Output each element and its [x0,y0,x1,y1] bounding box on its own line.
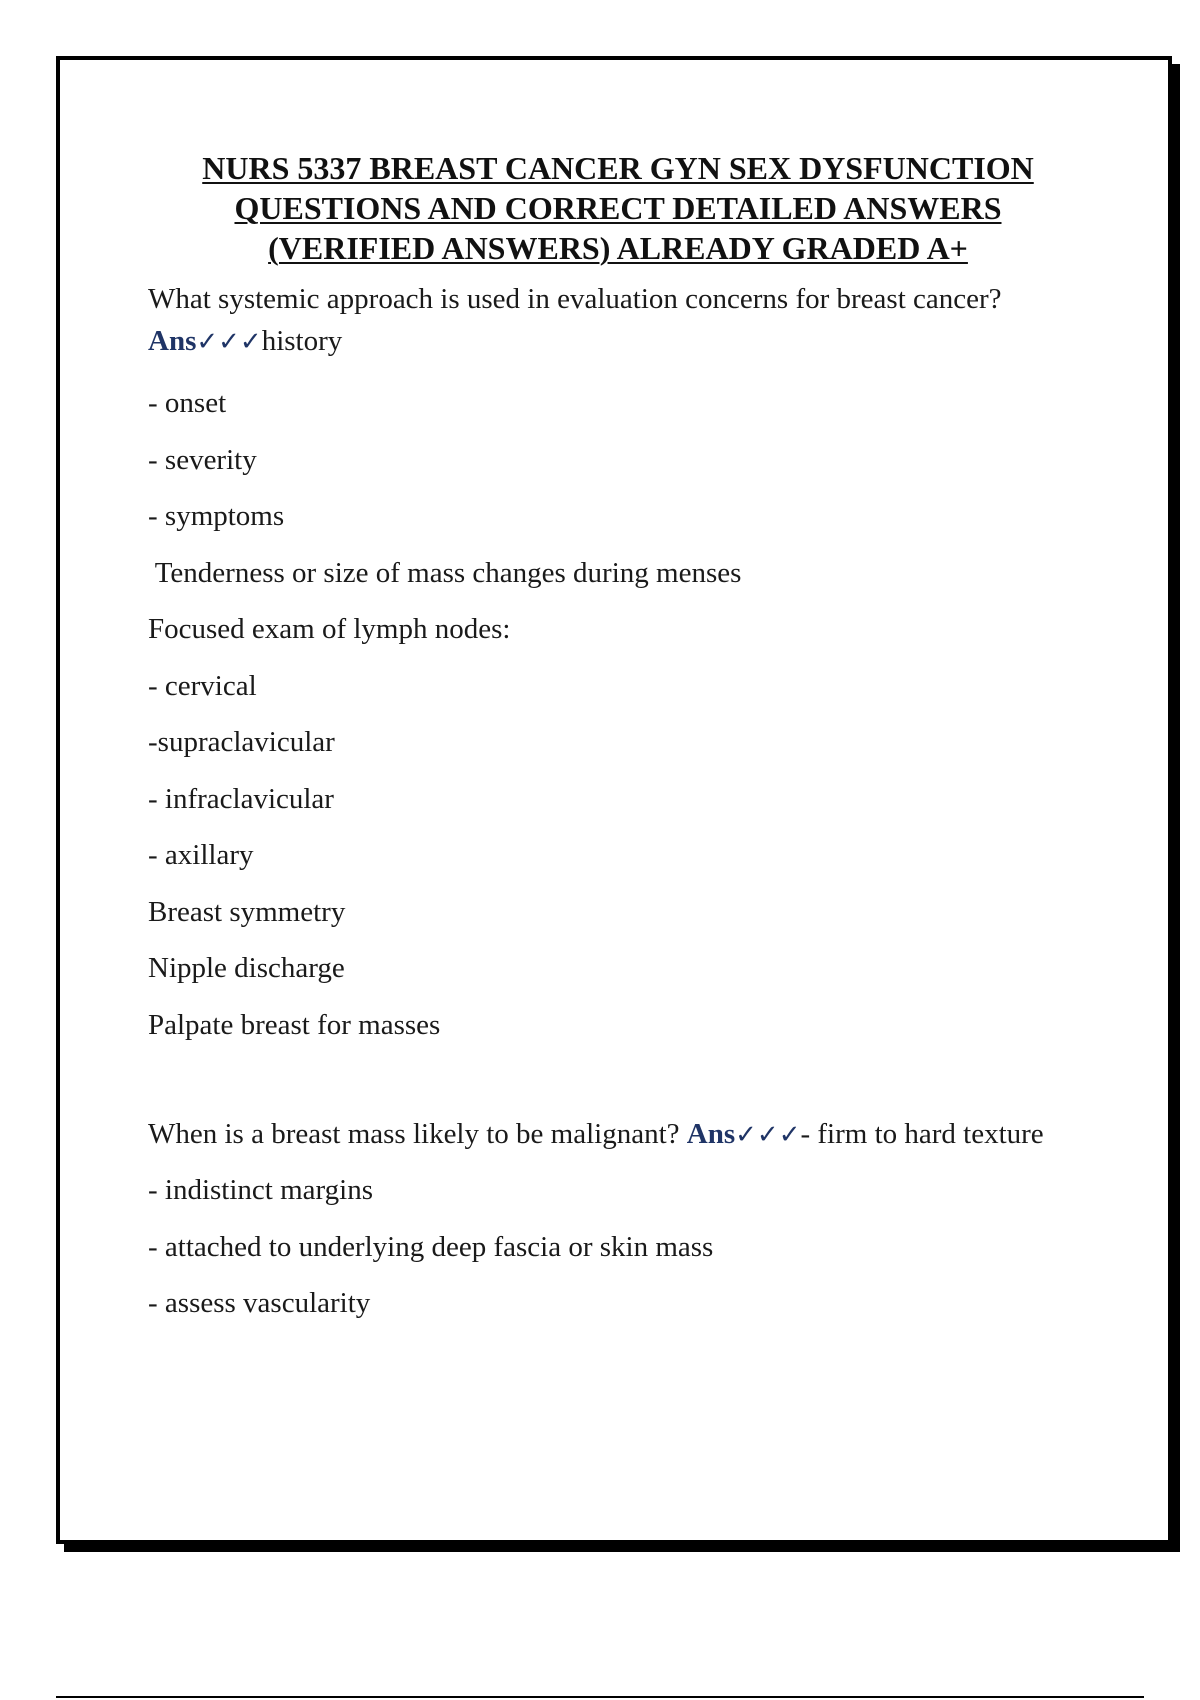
answer-line: - cervical [148,669,257,702]
answer-line: Nipple discharge [148,952,345,984]
question-2 [148,1113,1108,1156]
question-1-text: What systemic approach is used in evaluation concerns for breast cancer? [148,283,1002,315]
question-1 [148,278,1108,363]
answer-line: - severity [148,443,257,476]
answer-2-start: - firm to hard texture [800,1118,1044,1150]
document-body [148,278,1108,1332]
question-2-text: When is a breast mass likely to be malignant? [148,1118,687,1150]
answer-line: -supraclavicular [148,726,335,758]
page-frame [56,56,1172,1544]
answer-line: - infraclavicular [148,782,334,815]
answer-1-start: history [261,325,343,357]
answer-line: Palpate breast for masses [148,1008,441,1041]
answer-line: - indistinct margins [148,1174,374,1206]
answer-line: - assess vascularity [148,1287,371,1319]
answer-line: - axillary [148,839,254,871]
answer-line: - symptoms [148,500,285,532]
answer-check-icons: ✓✓✓ [735,1120,801,1150]
answer-check-icons: ✓✓✓ [196,327,262,357]
footer-divider [56,1696,1144,1698]
answer-label: Ans [148,325,197,357]
answer-label: Ans [686,1118,736,1150]
answer-line: Focused exam of lymph nodes: [148,613,511,645]
answer-line: - attached to underlying deep fascia or skin mass [148,1230,714,1263]
document-title [150,148,1086,268]
answer-line: Tenderness or size of mass changes during menses [148,556,742,589]
answer-line: Breast symmetry [148,895,346,928]
title-line-2: QUESTIONS AND CORRECT DETAILED ANSWERS [234,190,1002,226]
title-line-3: (VERIFIED ANSWERS) ALREADY GRADED A+ [268,230,968,266]
section-gap [148,1053,1108,1113]
title-line-1: NURS 5337 BREAST CANCER GYN SEX DYSFUNCTION [202,150,1034,186]
answer-line: - onset [148,387,227,419]
